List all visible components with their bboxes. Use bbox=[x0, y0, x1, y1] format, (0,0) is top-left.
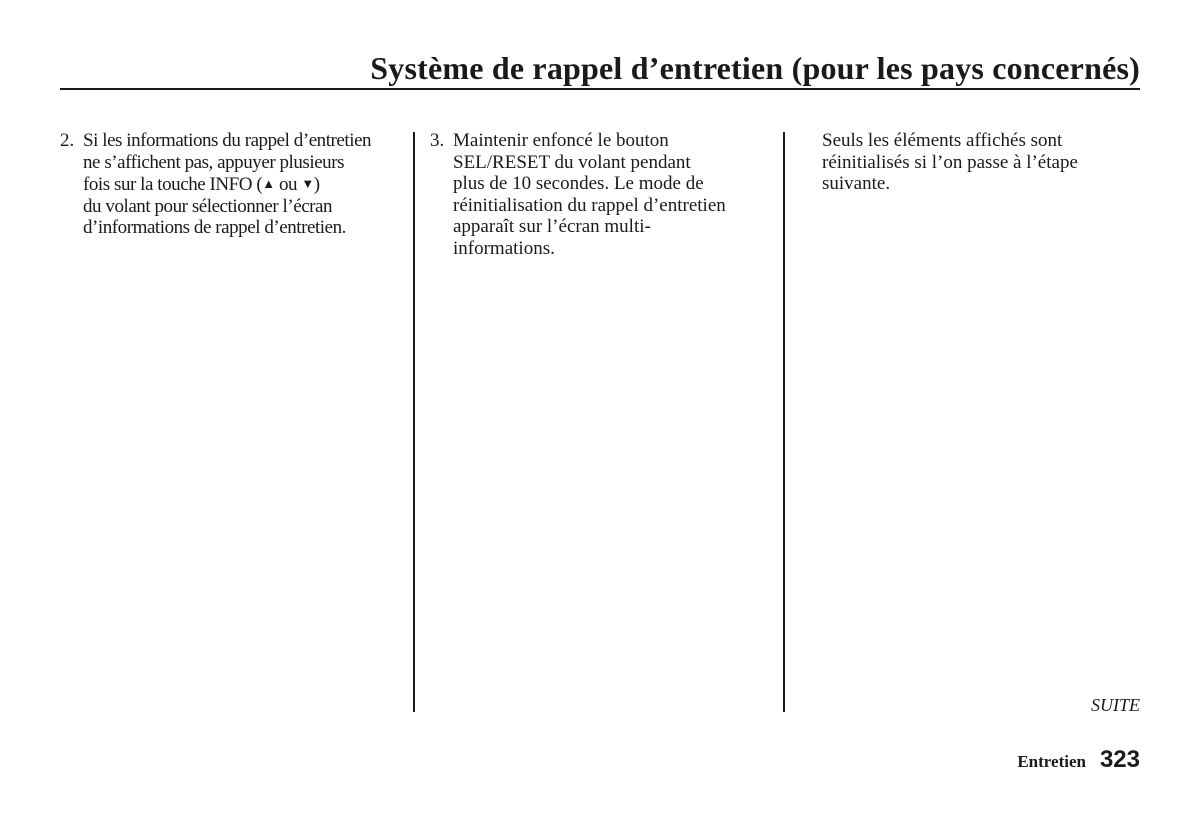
text-line: informations. bbox=[453, 237, 555, 259]
text-fragment: ou bbox=[274, 174, 302, 195]
text-line: réinitialisation du rappel d’entretien bbox=[453, 194, 726, 216]
step-number: 3. bbox=[430, 130, 445, 151]
triangle-up-icon: ▲ bbox=[262, 176, 275, 191]
continued-label: SUITE bbox=[1091, 695, 1140, 715]
column-note bbox=[822, 130, 1142, 195]
step-2 bbox=[60, 130, 400, 239]
page-title: Système de rappel d’entretien (pour les pays concernés) bbox=[370, 50, 1140, 86]
page-footer bbox=[1017, 746, 1140, 774]
text-line: SEL/RESET du volant pendant bbox=[453, 151, 691, 173]
triangle-down-icon: ▼ bbox=[301, 176, 314, 191]
text-line-with-symbols bbox=[83, 173, 371, 196]
text-line: ne s’affichent pas, appuyer plusieurs bbox=[83, 151, 345, 173]
text-line: du volant pour sélectionner l’écran bbox=[83, 195, 333, 217]
text-line: d’informations de rappel d’entretien. bbox=[83, 217, 346, 238]
column-divider bbox=[413, 132, 415, 712]
step-text bbox=[453, 130, 726, 259]
text-line: suivante. bbox=[822, 173, 891, 194]
step-number: 2. bbox=[60, 130, 75, 151]
text-line: Seuls les éléments affichés sont bbox=[822, 130, 1063, 151]
page-number: 323 bbox=[1099, 746, 1140, 773]
column-step-3 bbox=[430, 130, 770, 259]
title-rule bbox=[60, 88, 1140, 90]
text-line: Si les informations du rappel d’entretien bbox=[83, 130, 372, 151]
text-fragment: fois sur la touche INFO ( bbox=[83, 174, 263, 195]
step-text bbox=[83, 130, 371, 239]
step-3 bbox=[430, 130, 770, 259]
text-line: plus de 10 secondes. Le mode de bbox=[453, 173, 704, 194]
text-line: apparaît sur l’écran multi- bbox=[453, 216, 651, 237]
section-name: Entretien bbox=[1017, 752, 1086, 771]
note-text bbox=[822, 130, 1142, 195]
text-line: réinitialisés si l’on passe à l’étape bbox=[822, 151, 1078, 173]
column-divider bbox=[783, 132, 785, 712]
text-fragment: ) bbox=[313, 174, 320, 195]
column-step-2 bbox=[60, 130, 400, 239]
text-line: Maintenir enfoncé le bouton bbox=[453, 130, 669, 151]
